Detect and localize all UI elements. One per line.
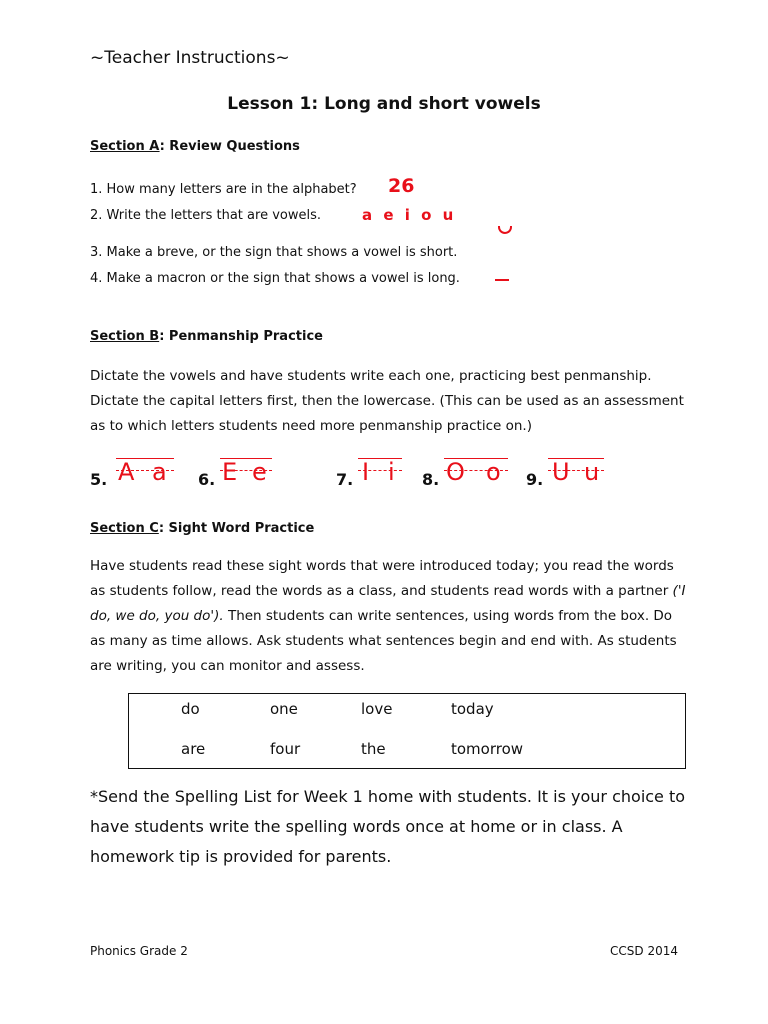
pen-item-9-upper: U xyxy=(552,458,570,486)
pen-item-7-upper: I xyxy=(362,458,370,486)
question-3 xyxy=(90,245,457,260)
section-b-heading xyxy=(90,329,323,344)
sight-word-box xyxy=(128,693,686,769)
question-3-text: 3. Make a breve, or the sign that shows a vowel is short. xyxy=(90,245,458,260)
penmanship-row xyxy=(90,452,690,498)
section-c-heading xyxy=(90,521,314,536)
pen-item-5-lower: a xyxy=(152,458,167,486)
section-c-label: Section C xyxy=(90,521,159,536)
pen-item-7-number: 7. xyxy=(336,470,354,489)
section-c-text xyxy=(90,554,690,679)
breve-mark xyxy=(498,226,512,234)
pen-item-9-lower: u xyxy=(584,458,600,486)
section-a-label: Section A xyxy=(90,139,160,154)
pen-item-8-number: 8. xyxy=(422,470,440,489)
question-1 xyxy=(90,182,357,197)
section-b-label: Section B xyxy=(90,329,160,344)
sight-word: one xyxy=(270,700,298,718)
sight-word: four xyxy=(270,740,301,758)
footer-right: CCSD 2014 xyxy=(610,944,678,958)
pen-item-6-lower: e xyxy=(252,458,267,486)
pen-item-8-lower: o xyxy=(486,458,501,486)
macron-mark xyxy=(495,279,509,281)
answer-2: a e i o u xyxy=(362,206,457,224)
section-b-title: : Penmanship Practice xyxy=(159,329,323,344)
question-4-text: 4. Make a macron or the sign that shows a vowel is long. xyxy=(90,271,460,286)
pen-item-6-number: 6. xyxy=(198,470,216,489)
section-b-text: Dictate the vowels and have students write each one, practicing best penmanship. Dictate the capital letters first, then the lowercase. (This can be used as an assessment as to which letters students need more penmanship practice on.) xyxy=(90,368,684,434)
pen-item-8-upper: O xyxy=(446,458,465,486)
pen-item-7-lower: i xyxy=(388,458,395,486)
sight-word: do xyxy=(181,700,200,718)
sight-word: the xyxy=(361,740,386,758)
pen-item-5-number: 5. xyxy=(90,470,108,489)
pen-item-5-upper: A xyxy=(118,458,135,486)
section-c-title: : Sight Word Practice xyxy=(158,521,315,536)
sight-word: love xyxy=(361,700,393,718)
section-c-text-italic: ('I do, we do, you do'). xyxy=(90,583,686,624)
section-a-heading xyxy=(90,139,300,154)
footer-left: Phonics Grade 2 xyxy=(90,944,188,958)
section-a-title: : Review Questions xyxy=(159,139,300,154)
pen-item-9-number: 9. xyxy=(526,470,544,489)
sight-word: today xyxy=(451,700,494,718)
question-4 xyxy=(90,271,460,286)
section-c-text-part-1: Have students read these sight words that were introduced today; you read the words as students follow, read the words as a class, and students read words with a partner xyxy=(90,558,674,599)
pen-item-6-upper: E xyxy=(222,458,238,486)
question-1-text: 1. How many letters are in the alphabet? xyxy=(90,182,357,197)
section-c-text-part-2: Then students can write sentences, using words from the box. Do as many as time allows. Ask students what sentences begin and end with. As students are writing, you can monitor and assess. xyxy=(90,608,677,674)
answer-1: 26 xyxy=(388,175,415,197)
sight-word: are xyxy=(181,740,206,758)
lesson-title: Lesson 1: Long and short vowels xyxy=(227,94,541,114)
question-2 xyxy=(90,208,321,223)
sight-word: tomorrow xyxy=(451,740,524,758)
send-note: *Send the Spelling List for Week 1 home with students. It is your choice to have students write the spelling words once at home or in class. A homework tip is provided for parents. xyxy=(90,787,686,866)
header-title: ~Teacher Instructions~ xyxy=(90,48,290,68)
question-2-text: 2. Write the letters that are vowels. xyxy=(90,208,321,223)
